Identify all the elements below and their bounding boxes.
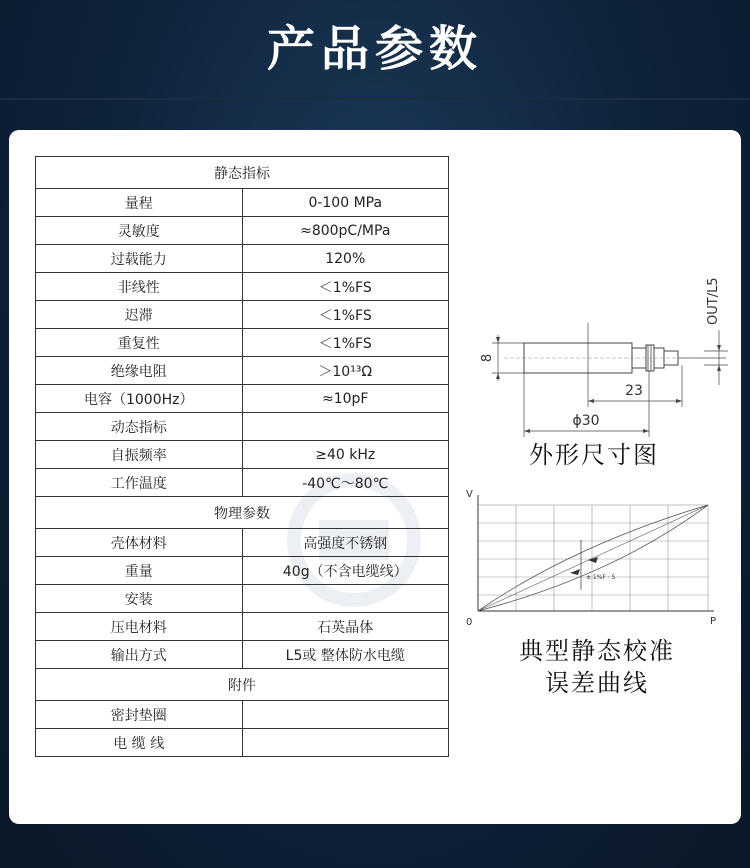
page-title: 产品参数 xyxy=(266,21,483,77)
section-physical xyxy=(36,497,449,529)
row-label: 安装 xyxy=(36,585,243,613)
row-label: 电 缆 线 xyxy=(36,729,243,757)
table-row xyxy=(36,245,449,273)
table-row xyxy=(36,641,449,669)
table-row xyxy=(36,329,449,357)
axis-x-label: P xyxy=(710,616,717,627)
row-value: -40℃～80℃ xyxy=(242,469,449,497)
row-value: 120% xyxy=(242,245,449,273)
row-value: ＜1%FS xyxy=(242,329,449,357)
curve-caption-line1: 典型静态校准 xyxy=(519,637,675,665)
calibration-curve-caption xyxy=(469,635,725,699)
row-label: 电容（1000Hz） xyxy=(36,385,243,413)
table-row xyxy=(36,585,449,613)
table-row xyxy=(36,217,449,245)
axis-y-label: V xyxy=(466,489,473,500)
spec-card xyxy=(9,130,741,824)
row-label: 重复性 xyxy=(36,329,243,357)
table-row xyxy=(36,357,449,385)
row-label: 绝缘电阻 xyxy=(36,357,243,385)
row-label: 重量 xyxy=(36,557,243,585)
row-label: 迟滞 xyxy=(36,301,243,329)
row-label: 密封垫圈 xyxy=(36,701,243,729)
row-value xyxy=(242,585,449,613)
table-row xyxy=(36,413,449,441)
row-value: ≥40 kHz xyxy=(242,441,449,469)
row-label: 自振频率 xyxy=(36,441,243,469)
section-header: 物理参数 xyxy=(36,497,449,529)
row-label: 输出方式 xyxy=(36,641,243,669)
table-row xyxy=(36,469,449,497)
error-annotation: ± 1%F · S xyxy=(586,574,616,581)
row-value: ≈10pF xyxy=(242,385,449,413)
table-row xyxy=(36,189,449,217)
row-label: 压电材料 xyxy=(36,613,243,641)
title-divider xyxy=(0,98,750,100)
row-label: 灵敏度 xyxy=(36,217,243,245)
table-row xyxy=(36,729,449,757)
row-value: ≈800pC/MPa xyxy=(242,217,449,245)
section-header: 静态指标 xyxy=(36,157,449,189)
calibration-curve xyxy=(464,485,734,635)
dim-length-total-label: ϕ30 xyxy=(572,413,600,429)
row-label: 动态指标 xyxy=(36,413,243,441)
row-label: 量程 xyxy=(36,189,243,217)
table-row xyxy=(36,613,449,641)
row-value: L5或 整体防水电缆 xyxy=(242,641,449,669)
table-row xyxy=(36,441,449,469)
table-row xyxy=(36,385,449,413)
row-value xyxy=(242,413,449,441)
origin-label: 0 xyxy=(466,617,473,628)
dimension-drawing-caption: 外形尺寸图 xyxy=(529,441,659,469)
table-row xyxy=(36,557,449,585)
row-value xyxy=(242,701,449,729)
row-label: 过载能力 xyxy=(36,245,243,273)
dim-length-front-label: 23 xyxy=(625,383,643,399)
row-label: 非线性 xyxy=(36,273,243,301)
row-value: ＜1%FS xyxy=(242,273,449,301)
table-row xyxy=(36,529,449,557)
row-value: 40g（不含电缆线） xyxy=(242,557,449,585)
spec-table xyxy=(35,156,449,757)
row-value: 0-100 MPa xyxy=(242,189,449,217)
connector-label: OUT/L5 xyxy=(706,277,721,325)
section-static xyxy=(36,157,449,189)
curve-caption-line2: 误差曲线 xyxy=(545,669,649,697)
table-row xyxy=(36,301,449,329)
row-value: 高强度不锈钢 xyxy=(242,529,449,557)
row-label: 壳体材料 xyxy=(36,529,243,557)
table-row xyxy=(36,701,449,729)
row-value: ＞10¹³Ω xyxy=(242,357,449,385)
row-value: ＜1%FS xyxy=(242,301,449,329)
section-accessories xyxy=(36,669,449,701)
row-label: 工作温度 xyxy=(36,469,243,497)
section-header: 附件 xyxy=(36,669,449,701)
table-row xyxy=(36,273,449,301)
dim-diameter-label: 8 xyxy=(480,353,495,363)
row-value: 石英晶体 xyxy=(242,613,449,641)
row-value xyxy=(242,729,449,757)
